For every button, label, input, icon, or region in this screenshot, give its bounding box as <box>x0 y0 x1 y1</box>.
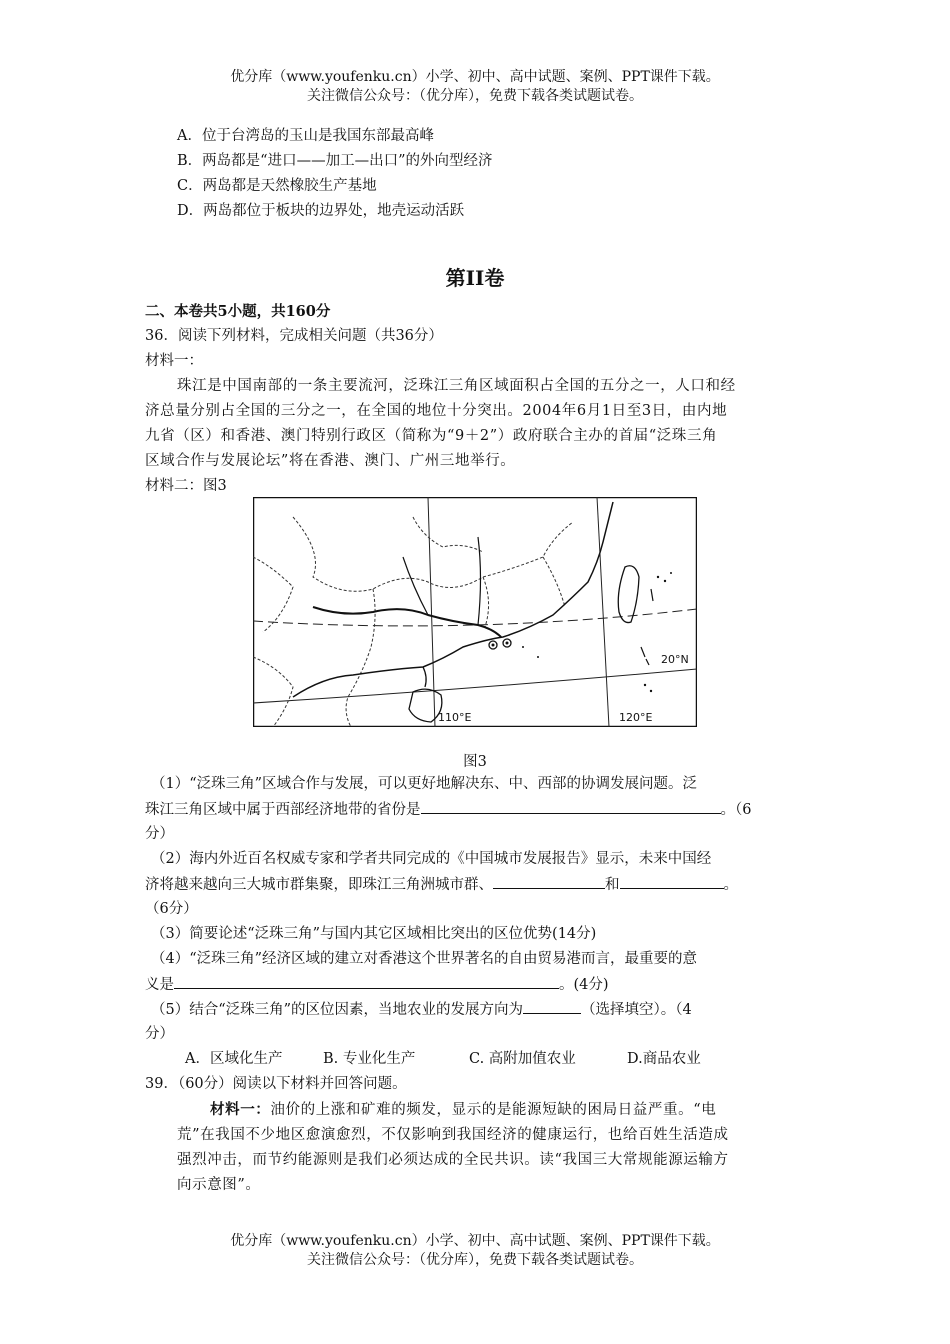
choice-d: D.商品农业 <box>627 1051 701 1067</box>
answer-blank[interactable] <box>174 974 559 989</box>
choice-b: B. 专业化生产 <box>323 1051 416 1067</box>
q36-material1-line: 珠江是中国南部的一条主要流河，泛珠江三角区域面积占全国的五分之一，人口和经 <box>177 378 736 394</box>
q36-material1-line: 九省（区）和香港、澳门特别行政区（简称为“9＋2”）政府联合主办的首届“泛珠三角 <box>145 428 718 444</box>
q39-stem: 39．（60分）阅读以下材料并回答问题。 <box>145 1076 407 1092</box>
q36-part4: （4）“泛珠三角”经济区域的建立对香港这个世界著名的自由贸易港而言，最重要的意 <box>151 951 698 967</box>
q36-part1-line3: 分） <box>145 826 174 842</box>
option-a: A．位于台湾岛的玉山是我国东部最高峰 <box>177 128 434 144</box>
figure-caption: 图3 <box>463 754 487 770</box>
q39-material1-line: 荒”在我国不少地区愈演愈烈，不仅影响到我国经济的健康运行，也给百姓生活造成 <box>177 1127 729 1143</box>
q36-part2-line3: （6分） <box>145 901 198 917</box>
pearl-river-map <box>253 497 697 727</box>
answer-blank[interactable] <box>620 874 724 889</box>
answer-blank[interactable] <box>421 799 721 814</box>
q36-part5-options <box>185 1049 701 1069</box>
q36-part5-line2: 分） <box>145 1026 174 1042</box>
q39-material1-line1: 材料一：油价的上涨和矿难的频发，显示的是能源短缺的困局日益严重。“电 <box>210 1101 717 1118</box>
q36-stem: 36．阅读下列材料，完成相关问题（共36分） <box>145 328 443 344</box>
q36-part5: （5）结合“泛珠三角”的区位因素，当地农业的发展方向为 （选择填空）。（4 <box>151 999 692 1020</box>
q36-part4-line2: 义是 。(4分) <box>145 974 609 995</box>
footer-line-1: 优分库（www.youfenku.cn）小学、初中、高中试题、案例、PPT课件下载。 <box>230 1233 720 1249</box>
answer-blank[interactable] <box>523 999 581 1014</box>
q36-part1-line2: 珠江三角区域中属于西部经济地带的省份是 。（6 <box>145 799 751 820</box>
answer-blank[interactable] <box>493 874 605 889</box>
footer-line-2: 关注微信公众号：（优分库），免费下载各类试题试卷。 <box>307 1252 643 1268</box>
choice-a: A．区域化生产 <box>185 1051 283 1067</box>
q36-part2-line2: 济将越来越向三大城市群集聚，即珠江三角洲城市群、 和 。 <box>145 874 738 895</box>
q36-part2: （2）海内外近百名权威专家和学者共同完成的《中国城市发展报告》显示，未来中国经 <box>151 851 712 867</box>
option-c: C．两岛都是天然橡胶生产基地 <box>177 178 377 194</box>
header-line-2: 关注微信公众号：（优分库），免费下载各类试题试卷。 <box>307 88 643 104</box>
choice-c: C. 高附加值农业 <box>469 1051 576 1067</box>
q36-material1-line: 济总量分别占全国的三分之一，在全国的地位十分突出。2004年6月1日至3日，由内地 <box>145 403 728 419</box>
option-b: B．两岛都是“进口——加工—出口”的外向型经济 <box>177 153 493 169</box>
header-line-1: 优分库（www.youfenku.cn）小学、初中、高中试题、案例、PPT课件下载。 <box>230 69 720 85</box>
q36-material2-label: 材料二：图3 <box>145 478 227 494</box>
option-d: D．两岛都位于板块的边界处，地壳运动活跃 <box>177 203 465 219</box>
q36-material1-line: 区域合作与发展论坛”将在香港、澳门、广州三地举行。 <box>145 453 516 469</box>
section-title: 第II卷 <box>445 266 505 290</box>
map-longitude-label: 110°E <box>438 711 472 724</box>
map-longitude-label: 120°E <box>619 711 653 724</box>
q36-part3: （3）简要论述“泛珠三角”与国内其它区域相比突出的区位优势(14分) <box>151 926 597 942</box>
q39-material1-line: 强烈冲击，而节约能源则是我们必须达成的全民共识。读“我国三大常规能源运输方 <box>177 1152 729 1168</box>
q36-part1: （1）“泛珠三角”区域合作与发展，可以更好地解决东、中、西部的协调发展问题。泛 <box>151 776 698 792</box>
q36-material1-label: 材料一： <box>145 353 203 369</box>
q39-material1-line: 向示意图”。 <box>177 1177 261 1193</box>
map-latitude-label: 20°N <box>661 653 689 666</box>
section-heading: 二、本卷共5小题，共160分 <box>145 303 331 320</box>
